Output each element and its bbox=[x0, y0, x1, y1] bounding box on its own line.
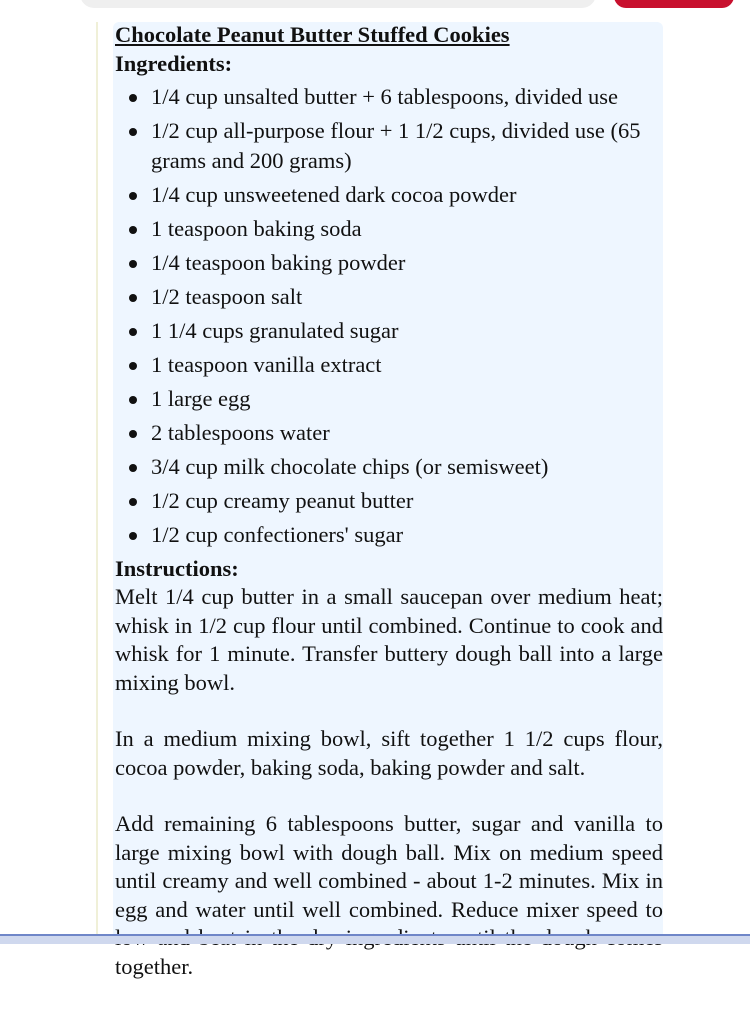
ingredient-item: 2 tablespoons water bbox=[115, 418, 663, 448]
left-divider bbox=[96, 22, 98, 934]
ingredient-item: 1/4 teaspoon baking powder bbox=[115, 248, 663, 278]
bottom-scroll-bar[interactable] bbox=[0, 934, 750, 944]
instructions-heading: Instructions: bbox=[115, 556, 239, 581]
ingredient-item: 1 teaspoon vanilla extract bbox=[115, 350, 663, 380]
ingredient-item: 1 1/4 cups granulated sugar bbox=[115, 316, 663, 346]
instruction-step: Melt 1/4 cup butter in a small saucepan over medium heat; whisk in 1/2 cup flour until combined. Continue to cook and whisk for 1 minute. Transfer buttery dough ball into a large mixing bowl. bbox=[115, 584, 663, 695]
search-bar[interactable] bbox=[80, 0, 596, 8]
recipe-content bbox=[115, 20, 663, 1009]
recipe-title: Chocolate Peanut Butter Stuffed Cookies bbox=[115, 22, 510, 47]
ingredient-item: 1 teaspoon baking soda bbox=[115, 214, 663, 244]
ingredient-item: 1/2 teaspoon salt bbox=[115, 282, 663, 312]
ingredient-item: 1/4 cup unsalted butter + 6 tablespoons, divided use bbox=[115, 82, 663, 112]
ingredients-list bbox=[115, 82, 663, 550]
instruction-step: Add remaining 6 tablespoons butter, sugar and vanilla to large mixing bowl with dough ball. Mix on medium speed until creamy and well combined - about 1-2 minutes. Mix in egg and water until well combined. Reduce mixer speed to together. bbox=[115, 811, 663, 979]
ingredient-item: 3/4 cup milk chocolate chips (or semisweet) bbox=[115, 452, 663, 482]
instruction-step: In a medium mixing bowl, sift together 1 1/2 cups flour, cocoa powder, baking soda, baking powder and salt. bbox=[115, 726, 663, 780]
ingredients-heading: Ingredients: bbox=[115, 51, 233, 76]
ingredient-item: 1 large egg bbox=[115, 384, 663, 414]
save-button[interactable] bbox=[614, 0, 734, 8]
ingredient-item: 1/2 cup creamy peanut butter bbox=[115, 486, 663, 516]
ingredient-item: 1/2 cup confectioners' sugar bbox=[115, 520, 663, 550]
ingredient-item: 1/4 cup unsweetened dark cocoa powder bbox=[115, 180, 663, 210]
ingredient-item: 1/2 cup all-purpose flour + 1 1/2 cups, divided use (65 grams and 200 grams) bbox=[115, 116, 663, 176]
